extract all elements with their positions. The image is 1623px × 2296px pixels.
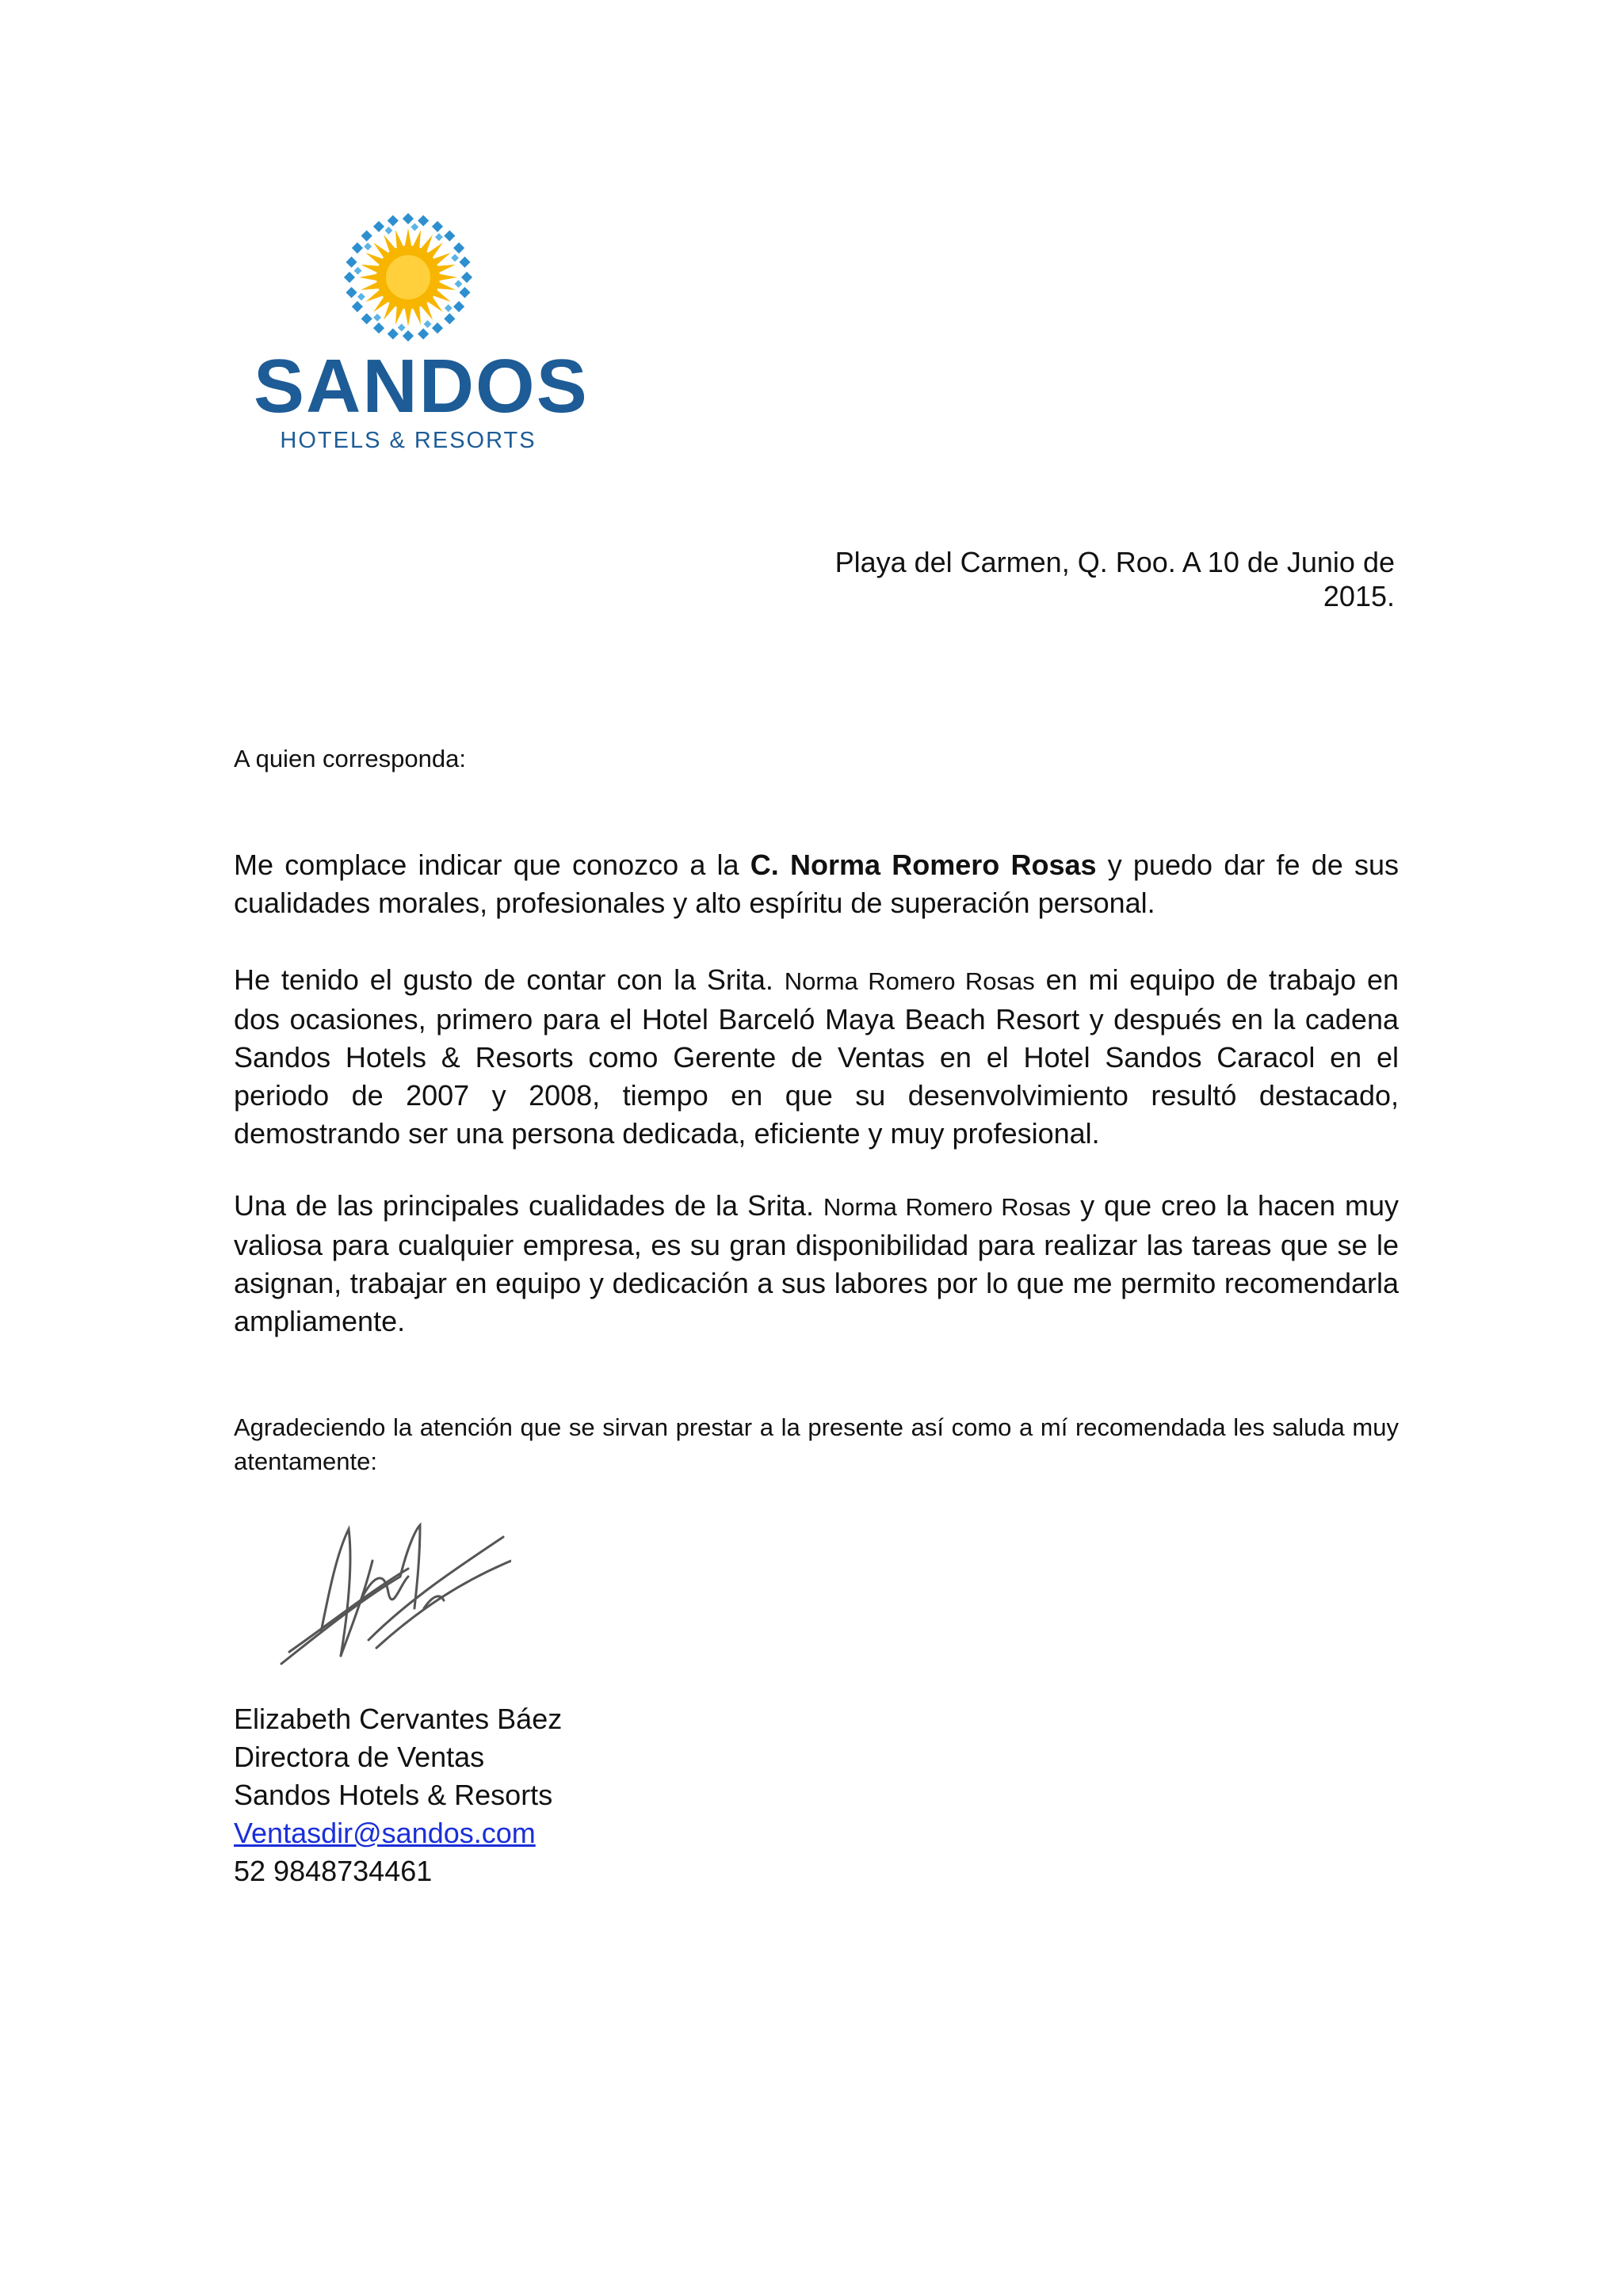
sun-petal-inner xyxy=(424,320,432,328)
paragraph-2-before: He tenido el gusto de contar con la Srita. xyxy=(234,963,785,996)
sun-petal-outer xyxy=(352,242,363,254)
candidate-name-inline: Norma Romero Rosas xyxy=(823,1193,1071,1221)
sun-petal-outer xyxy=(432,322,443,334)
sun-petal-outer xyxy=(361,231,372,242)
sun-petal-outer xyxy=(388,328,399,339)
sun-petal-inner xyxy=(354,267,362,275)
sun-petal-outer xyxy=(346,287,357,298)
sun-petal-outer xyxy=(352,301,363,312)
sun-petal-outer xyxy=(403,330,414,341)
paragraph-3 xyxy=(234,1187,1399,1341)
sun-petal-outer xyxy=(444,231,455,242)
sun-petal-inner xyxy=(455,280,463,288)
sun-petal-outer xyxy=(444,313,455,324)
sandos-logo xyxy=(254,206,589,460)
sun-petal-outer xyxy=(346,257,357,268)
sun-petal-outer xyxy=(403,213,414,224)
sun-petal-outer xyxy=(453,301,464,312)
sun-petal-outer xyxy=(373,221,384,232)
signature-block xyxy=(234,1700,562,1890)
date-line: Playa del Carmen, Q. Roo. A 10 de Junio de 2015. xyxy=(834,546,1395,613)
signer-company: Sandos Hotels & Resorts xyxy=(234,1779,553,1811)
sun-petal-outer xyxy=(459,257,470,268)
sun-ray xyxy=(359,273,378,280)
logo-subtitle-text: HOTELS & RESORTS xyxy=(280,428,537,453)
sun-petal-outer xyxy=(432,221,443,232)
signer-name: Elizabeth Cervantes Báez xyxy=(234,1703,563,1735)
candidate-name-inline: Norma Romero Rosas xyxy=(784,967,1035,995)
paragraph-1-before: Me complace indicar que conozco a la xyxy=(234,849,750,881)
sun-petal-outer xyxy=(361,313,372,324)
sun-petal-inner xyxy=(373,314,381,322)
signer-email-link[interactable]: Ventasdir@sandos.com xyxy=(234,1817,536,1849)
sun-ray xyxy=(404,228,411,247)
sun-petal-inner xyxy=(445,304,453,312)
sun-ray xyxy=(404,307,411,326)
sun-petal-inner xyxy=(411,223,418,231)
signer-title: Directora de Ventas xyxy=(234,1741,485,1773)
sun-petal-outer xyxy=(418,328,429,339)
sun-petal-inner xyxy=(357,293,365,301)
sun-petal-inner xyxy=(435,233,443,241)
sun-ray xyxy=(438,273,457,280)
sun-petal-inner xyxy=(398,324,406,332)
sun-petal-outer xyxy=(459,287,470,298)
candidate-name-bold: C. Norma Romero Rosas xyxy=(750,849,1097,881)
closing-line: Agradeciendo la atención que se sirvan prestar a la presente así como a mí recomendada les saluda muy atentamente: xyxy=(234,1413,1399,1475)
sun-logo-icon xyxy=(337,206,479,349)
paragraph-1-after: y puedo dar fe de sus cualidades morales, profesionales y alto espíritu de superación personal. xyxy=(234,849,1399,919)
paragraph-3-before: Una de las principales cualidades de la Srita. xyxy=(234,1189,823,1222)
handwritten-signature xyxy=(273,1513,511,1688)
sun-petal-outer xyxy=(418,215,429,226)
salutation: A quien corresponda: xyxy=(234,745,466,772)
sun-petal-outer xyxy=(461,272,472,283)
paragraph-2 xyxy=(234,961,1399,1153)
sun-petal-outer xyxy=(388,215,399,226)
signer-phone: 52 9848734461 xyxy=(234,1855,433,1887)
logo-brand-text: SANDOS xyxy=(254,344,589,429)
sun-petal-outer xyxy=(453,242,464,254)
sun-petal-inner xyxy=(451,254,459,262)
sun-petal-inner xyxy=(364,242,372,250)
sun-petal-outer xyxy=(373,322,384,334)
paragraph-3-after: y que creo la hacen muy valiosa para cualquier empresa, es su gran disponibilidad para realizar las tareas que se le asignan, trabajar en equipo y dedicación a sus labores por lo que me permito recomendarla ampliamente. xyxy=(234,1189,1399,1337)
sun-petal-inner xyxy=(385,227,393,235)
paragraph-1 xyxy=(234,846,1399,922)
sun-petal-outer xyxy=(344,272,355,283)
paragraph-2-after: en mi equipo de trabajo en dos ocasiones, primero para el Hotel Barceló Maya Beach Resort y después en la cadena Sandos Hotels & Resorts como Gerente de Ventas en el Hotel Sandos Caracol en el periodo de 2007 y 2008, tiempo en que su desenvolvimiento resultó destacado, demostrando ser una persona dedicada, eficiente y muy profesional. xyxy=(234,963,1399,1150)
